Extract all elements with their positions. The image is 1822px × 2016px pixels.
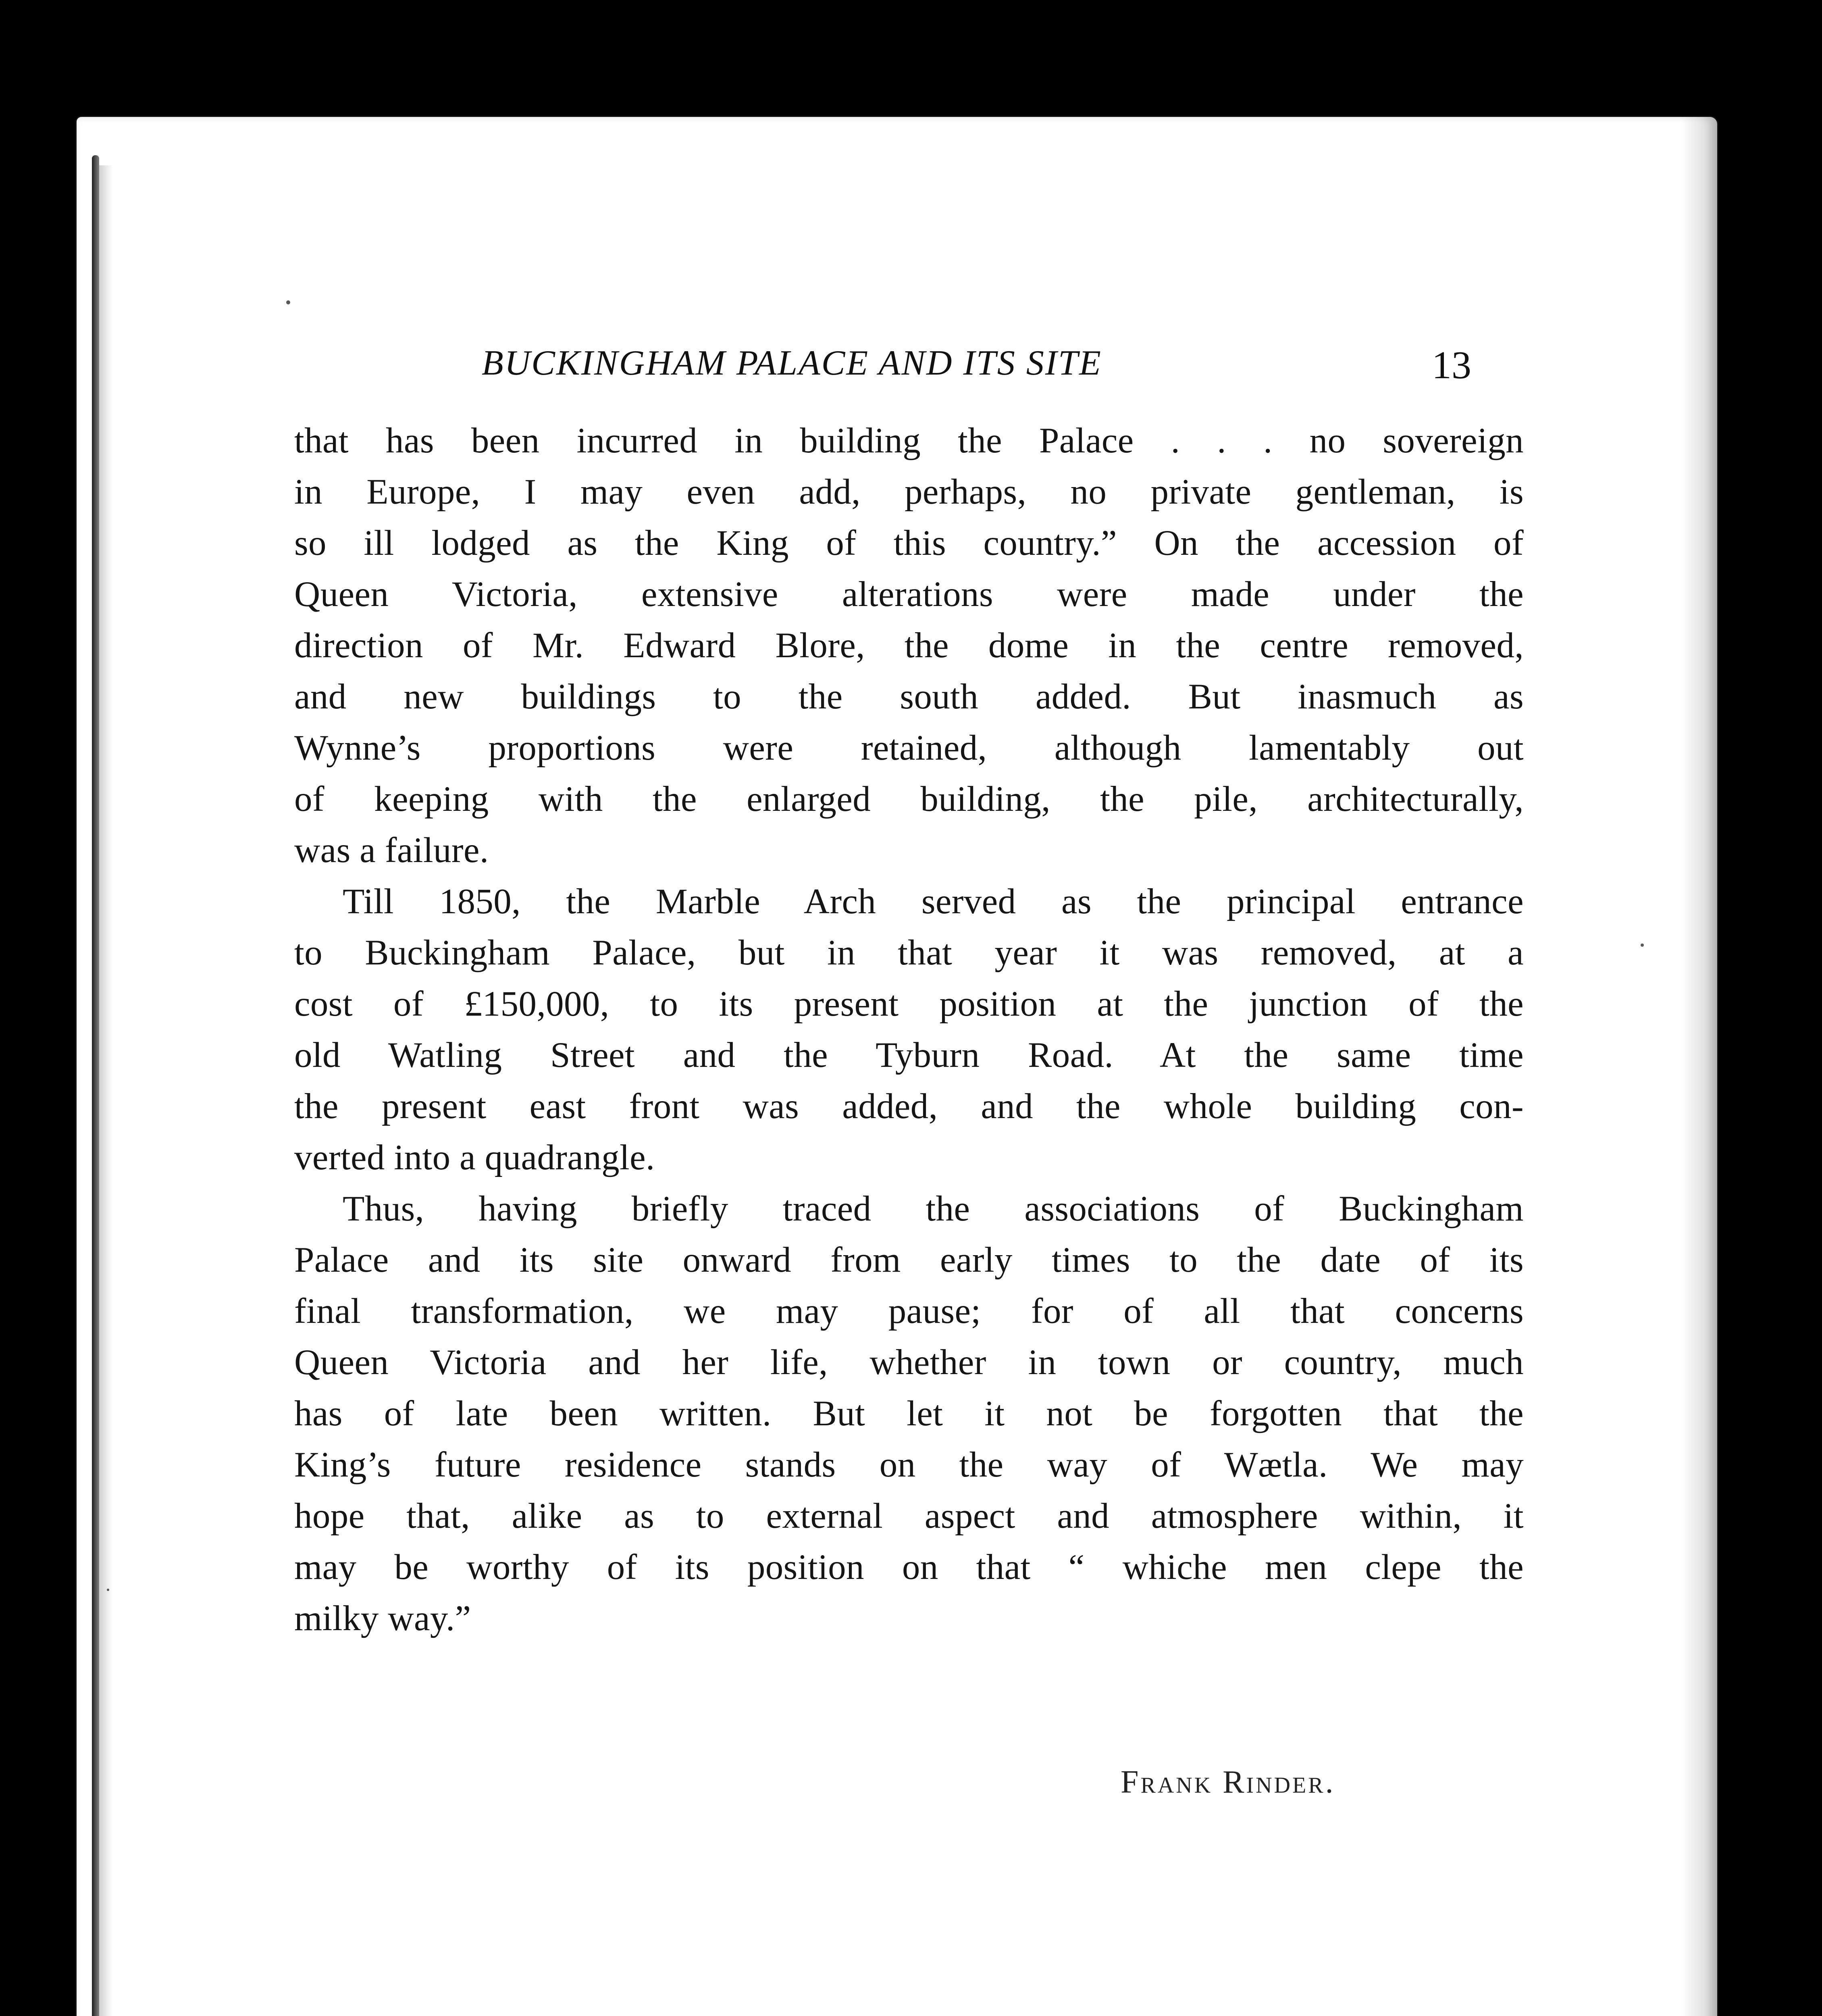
- page-gutter-edge: [92, 155, 99, 2016]
- paragraph-line: in Europe, I may even add, perhaps, no private gentleman, is: [294, 472, 1524, 512]
- paragraph-line: cost of £150,000, to its present position at the junction of the: [294, 984, 1524, 1024]
- book-page: [77, 117, 1717, 2016]
- paragraph-line: hope that, alike as to external aspect and atmosphere within, it: [294, 1496, 1524, 1536]
- paragraph-line: Thus, having briefly traced the associations of Buckingham: [343, 1189, 1524, 1229]
- page-gutter-shadow: [99, 165, 113, 2016]
- paragraph-line: Wynne’s proportions were retained, although lamentably out: [294, 728, 1524, 768]
- print-speck: [286, 300, 290, 304]
- signature: Frank Rinder.: [1121, 1764, 1335, 1800]
- paragraph-line: Palace and its site onward from early times to the date of its: [294, 1240, 1524, 1280]
- paragraph-line: has of late been written. But let it not be forgotten that the: [294, 1394, 1524, 1433]
- paragraph-line: that has been incurred in building the Palace . . . no sovereign: [294, 421, 1524, 460]
- body-text: [294, 415, 1524, 1644]
- paragraph-line: verted into a quadrangle.: [294, 1138, 655, 1177]
- paragraph-line: milky way.”: [294, 1599, 471, 1638]
- running-head: BUCKINGHAM PALACE AND ITS SITE: [482, 344, 1102, 383]
- paragraph-line: was a failure.: [294, 831, 489, 870]
- paragraph-line: old Watling Street and the Tyburn Road. At the same time: [294, 1035, 1524, 1075]
- page-right-shadow: [1681, 117, 1717, 2016]
- print-speck: [1641, 943, 1644, 947]
- paragraph-line: so ill lodged as the King of this country.” On the accession of: [294, 523, 1524, 563]
- paragraph-line: to Buckingham Palace, but in that year it was removed, at a: [294, 933, 1524, 973]
- paragraph-line: King’s future residence stands on the way of Wætla. We may: [294, 1445, 1524, 1485]
- page-number: 13: [1432, 344, 1471, 387]
- paragraph-line: Queen Victoria and her life, whether in town or country, much: [294, 1343, 1524, 1382]
- paragraph-line: direction of Mr. Edward Blore, the dome in the centre removed,: [294, 626, 1524, 665]
- paragraph-line: of keeping with the enlarged building, the pile, architecturally,: [294, 779, 1524, 819]
- paragraph-line: the present east front was added, and the whole building con-: [294, 1087, 1524, 1126]
- paragraph-line: and new buildings to the south added. But inasmuch as: [294, 677, 1524, 716]
- paragraph-line: may be worthy of its position on that “ whiche men clepe the: [294, 1547, 1524, 1587]
- paragraph-line: final transformation, we may pause; for of all that concerns: [294, 1291, 1524, 1331]
- print-speck: [107, 1589, 109, 1591]
- paragraph-line: Till 1850, the Marble Arch served as the principal entrance: [343, 882, 1524, 921]
- paragraph-line: Queen Victoria, extensive alterations were made under the: [294, 575, 1524, 614]
